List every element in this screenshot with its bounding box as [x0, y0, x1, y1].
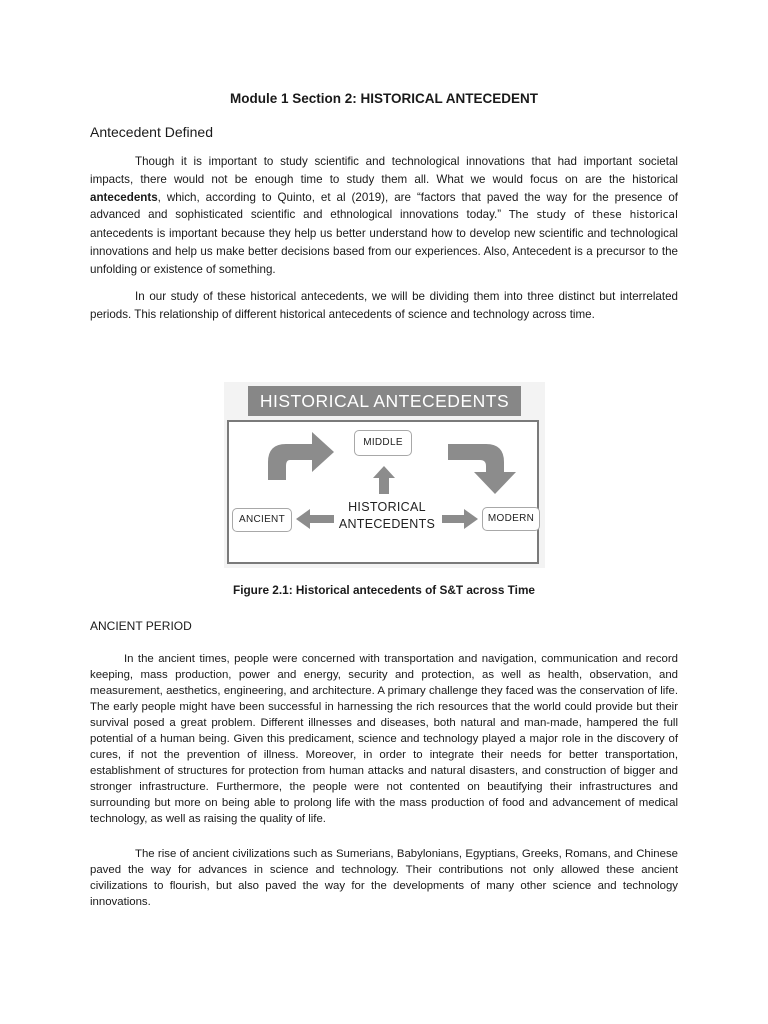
section-heading-ancient-period: ANCIENT PERIOD: [90, 619, 192, 633]
page-title: Module 1 Section 2: HISTORICAL ANTECEDENT: [229, 91, 539, 106]
modern-period-box: MODERN: [482, 507, 540, 531]
figure-banner: HISTORICAL ANTECEDENTS: [248, 386, 521, 416]
paragraph-ancient-times: [90, 651, 678, 827]
para1-part4: antecedents is important because they help us better understand how to develop new scientific and technological innovations and help us make better decisions based from our experiences. Also, Antecedent is a precursor to the unfolding or existence of something.: [90, 227, 678, 276]
figure-caption: Figure 2.1: Historical antecedents of S&T across Time: [232, 583, 535, 597]
middle-period-box: MIDDLE: [354, 430, 412, 456]
para1-bold-term: antecedents: [90, 190, 158, 204]
figure-arrows: [224, 382, 545, 568]
para4-text: The rise of ancient civilizations such as Sumerians, Babylonians, Egyptians, Greeks, Romans, and Chinese paved the way for advances in science and technology. Their contributions not only allowed these ancient civilizations to flourish, but also paved the way for the developments of many other science and technology innovations.: [90, 848, 678, 908]
paragraph-periods-intro: [90, 288, 678, 324]
historical-antecedents-figure: [224, 382, 545, 568]
arrow-left-icon: [296, 509, 334, 529]
arrow-right-icon: [442, 509, 478, 529]
center-label-line1: HISTORICAL: [348, 500, 426, 514]
curved-arrow-down-right-icon: [448, 444, 516, 494]
curved-arrow-up-right-icon: [268, 432, 334, 480]
arrow-up-icon: [373, 466, 395, 494]
center-label: [332, 499, 442, 533]
center-label-line2: ANTECEDENTS: [338, 517, 436, 531]
para2-text: In our study of these historical antecedents, we will be dividing them into three distinct but interrelated periods. This relationship of different historical antecedents of science and technology across time.: [90, 290, 678, 321]
para1-part1: Though it is important to study scientific and technological innovations that had important societal impacts, there would not be enough time to study them all. What we would focus on are the historical: [90, 155, 678, 186]
para3-text: In the ancient times, people were concerned with transportation and navigation, communication and record keeping, mass production, power and energy, security and protection, as well as health, observation, and measurement, aesthetics, engineering, and architecture. A primary challenge they faced was the conservation of life. The early people might have been successful in harnessing the rich resources that the world could provide but their survival posed a great problem. Different illnesses and diseases, both natural and man-made, hampered the full potential of a human being. Given this predicament, science and technology played a major role in the discovery of cures, if not the prevention of illness. Moreover, in order to integrate their needs for better transportation, establishment of structures for protection from human attacks and natural disasters, and construction of bigger and stronger infrastructure. Furthermore, the people were not contented on beautifying their infrastructures and surrounding but more on being able to prolong life with the mass production of food and advancement of medical technology, as well as raising the quality of life.: [90, 653, 678, 825]
paragraph-ancient-civilizations: [90, 846, 678, 910]
paragraph-antecedent-definition: [90, 153, 678, 279]
subheading-antecedent-defined: Antecedent Defined: [90, 124, 213, 140]
para1-part3: The study of these historical: [508, 209, 678, 222]
ancient-period-box: ANCIENT: [232, 508, 292, 532]
para1-part2: , which, according to Quinto, et al (2019), are “factors that paved the way for the presence of advanced and sophisticated scientific and ethnological innovations today.”: [90, 190, 678, 222]
